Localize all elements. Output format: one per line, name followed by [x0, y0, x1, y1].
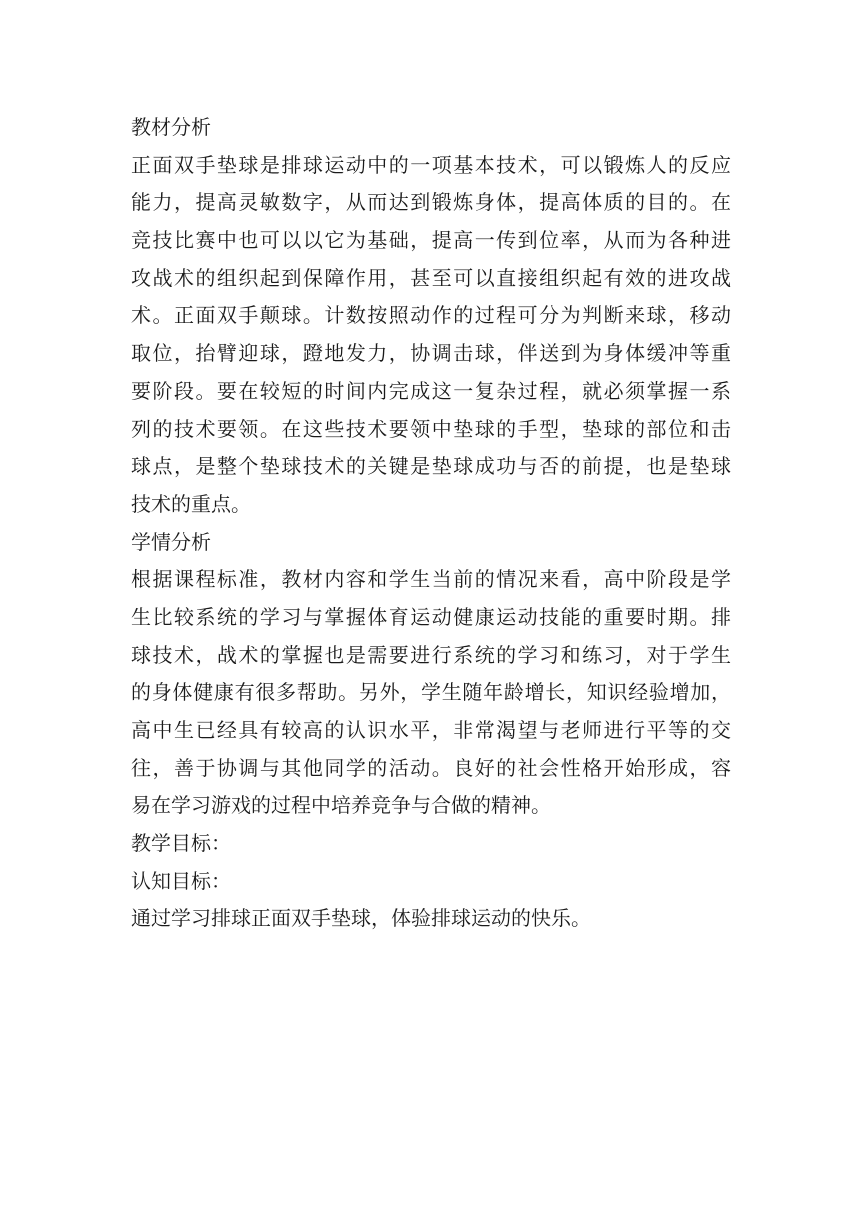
cognitive-line: 通过学习排球正面双手垫球，体验排球运动的快乐。 — [131, 906, 591, 931]
paragraph-line: 取位，抬臂迎球，蹬地发力，协调击球，伴送到为身体缓冲等重 — [131, 341, 731, 366]
paragraph-line: 列的技术要领。在这些技术要领中垫球的手型，垫球的部位和击 — [131, 416, 731, 441]
paragraph-line: 竞技比赛中也可以以它为基础，提高一传到位率，从而为各种进 — [131, 228, 731, 253]
paragraph-line: 生比较系统的学习与掌握体育运动健康运动技能的重要时期。排 — [131, 604, 731, 629]
paragraph-line: 攻战术的组织起到保障作用，甚至可以直接组织起有效的进攻战 — [131, 265, 731, 290]
paragraph-line: 高中生已经具有较高的认识水平，非常渴望与老师进行平等的交 — [131, 718, 731, 742]
analysis-heading: 教材分析 — [131, 115, 211, 139]
paragraph-line: 根据课程标准，教材内容和学生当前的情况来看，高中阶段是学 — [131, 567, 731, 592]
paragraph-line: 球点，是整个垫球技术的关键是垫球成功与否的前提，也是垫球 — [131, 454, 731, 479]
student-paragraph — [131, 561, 731, 825]
paragraph-line: 技术的重点。 — [131, 491, 251, 516]
goal-heading: 教学目标： — [131, 831, 231, 856]
paragraph-line: 要阶段。要在较短的时间内完成这一复杂过程，就必须掌握一系 — [131, 378, 731, 403]
paragraph-line: 易在学习游戏的过程中培养竞争与合做的精神。 — [131, 793, 551, 818]
paragraph-line: 的身体健康有很多帮助。另外，学生随年龄增长，知识经验增加， — [131, 680, 731, 705]
paragraph-line: 能力，提高灵敏数字，从而达到锻炼身体，提高体质的目的。在 — [131, 190, 731, 215]
analysis-paragraph — [131, 147, 731, 524]
paragraph-line: 术。正面双手颠球。计数按照动作的过程可分为判断来球，移动 — [131, 303, 731, 328]
document-page — [131, 109, 731, 938]
paragraph-line: 球技术，战术的掌握也是需要进行系统的学习和练习，对于学生 — [131, 642, 731, 667]
student-heading: 学情分析 — [131, 529, 211, 554]
cognitive-heading: 认知目标： — [131, 868, 231, 893]
paragraph-line: 往，善于协调与其他同学的活动。良好的社会性格开始形成，容 — [131, 755, 731, 780]
paragraph-line: 正面双手垫球是排球运动中的一项基本技术，可以锻炼人的反应 — [131, 152, 731, 177]
